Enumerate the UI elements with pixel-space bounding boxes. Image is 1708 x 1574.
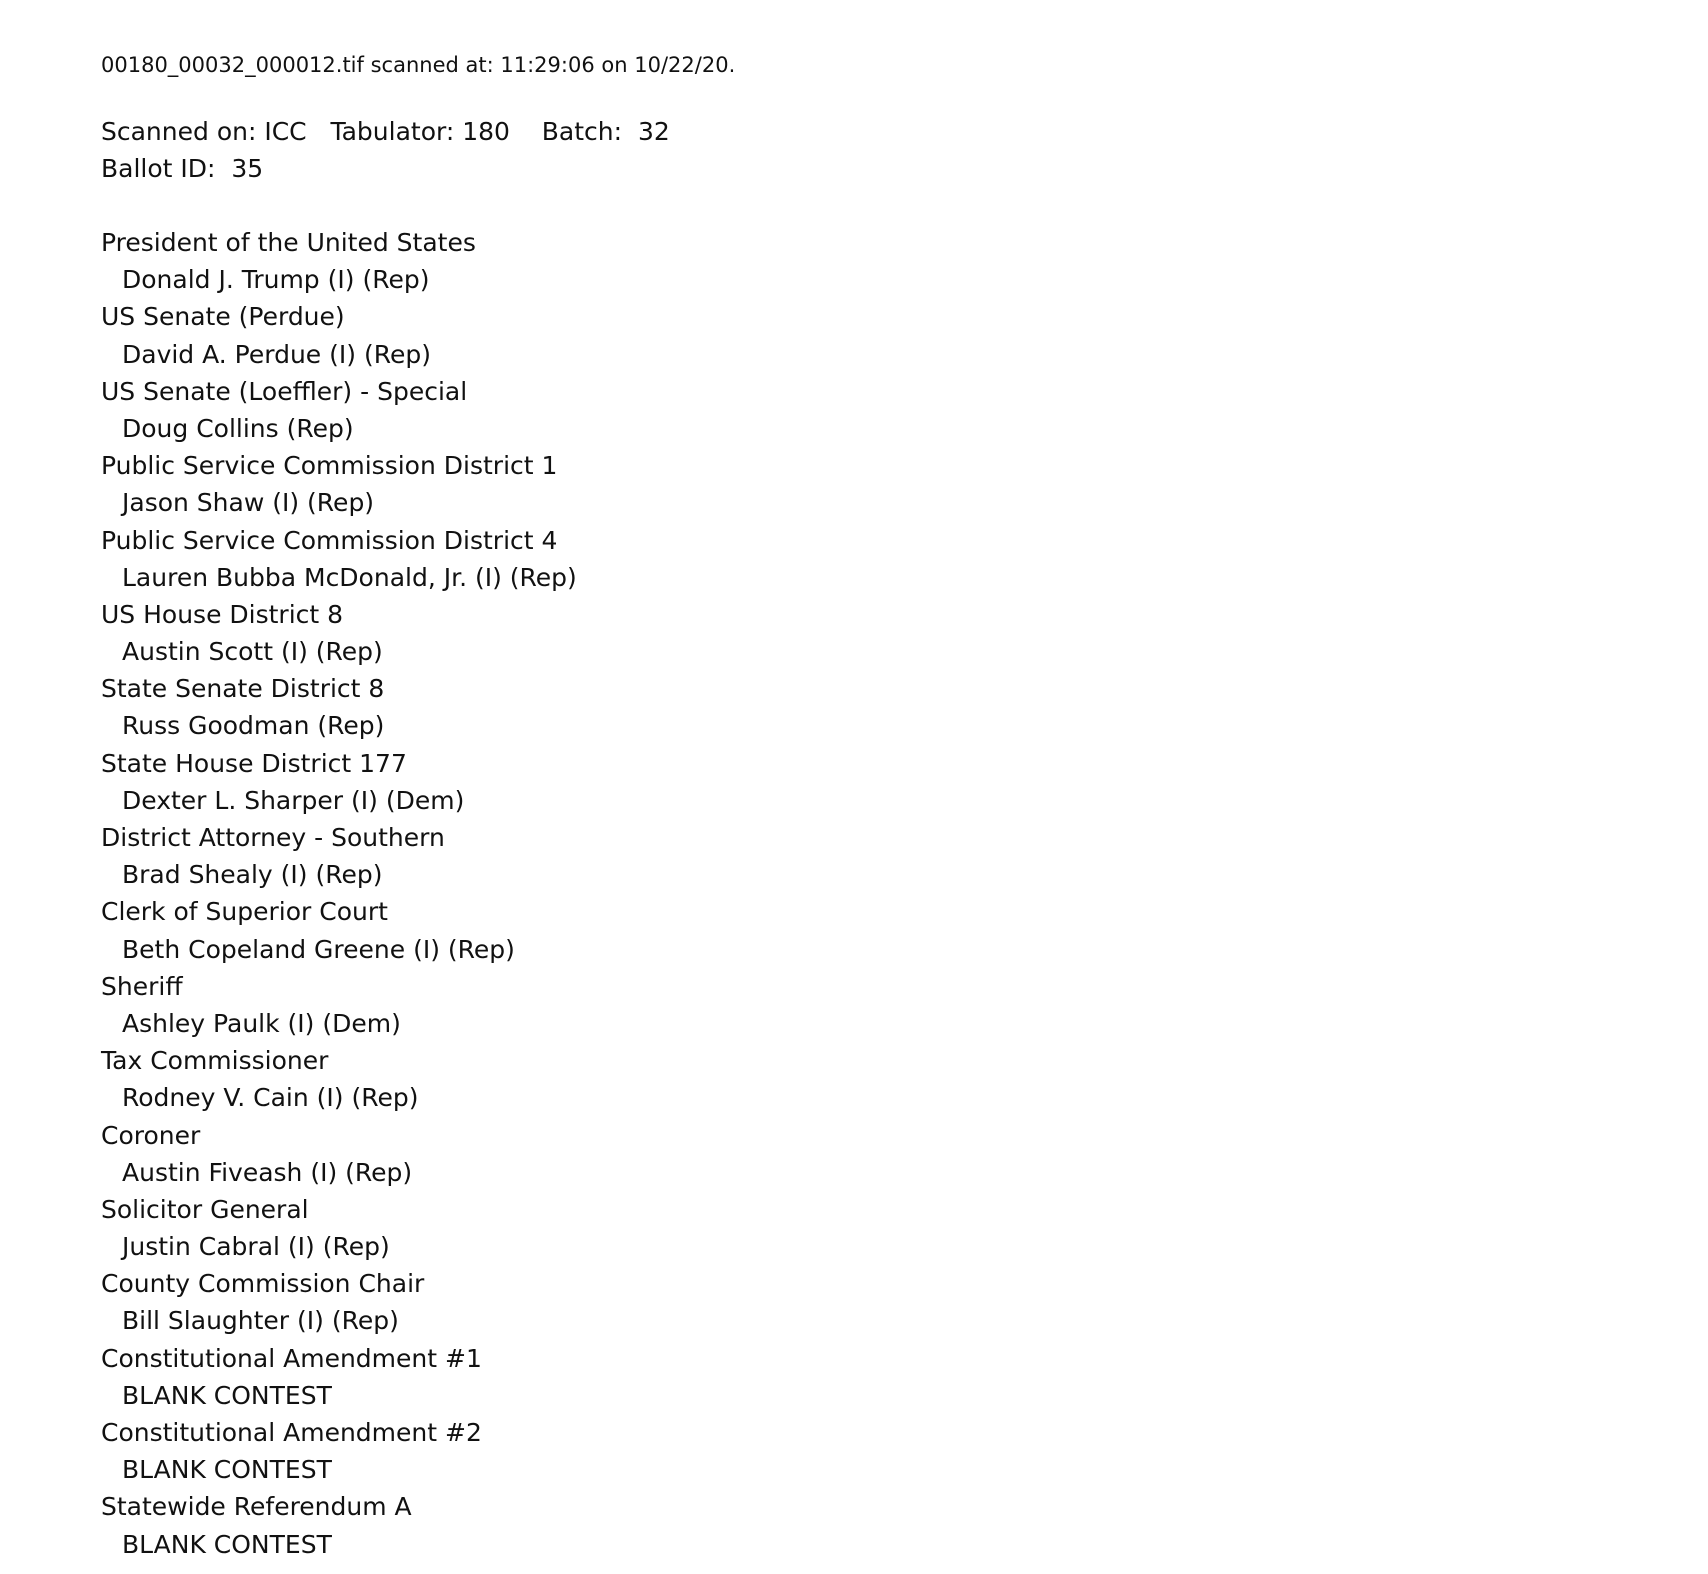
contest-title: Statewide Referendum A	[101, 1492, 412, 1522]
contest-title: County Commission Chair	[101, 1269, 425, 1299]
scan-on-label: on	[601, 53, 628, 77]
contest-choice: BLANK CONTEST	[122, 1529, 332, 1559]
contest-choice: BLANK CONTEST	[122, 1455, 332, 1485]
contest-item	[101, 968, 577, 1042]
contest-choice: Austin Scott (I) (Rep)	[122, 637, 383, 667]
contest-choice: Rodney V. Cain (I) (Rep)	[122, 1083, 419, 1113]
contest-choice: Lauren Bubba McDonald, Jr. (I) (Rep)	[122, 562, 577, 592]
ballot-id-label: Ballot ID:	[101, 154, 216, 183]
contest-choice: Doug Collins (Rep)	[122, 413, 354, 443]
contest-item	[101, 1488, 577, 1562]
contest-item	[101, 1414, 577, 1488]
contest-title: State House District 177	[101, 748, 407, 778]
scan-date: 10/22/20.	[634, 53, 736, 77]
scan-filename: 00180_00032_000012.tif	[101, 53, 364, 77]
contest-choice: Justin Cabral (I) (Rep)	[122, 1232, 390, 1262]
contest-choice: Ashley Paulk (I) (Dem)	[122, 1008, 401, 1038]
contest-choice: BLANK CONTEST	[122, 1380, 332, 1410]
tabulator-value: 180	[462, 117, 510, 146]
scanned-at-label: scanned at:	[370, 53, 494, 77]
scan-details-row	[101, 113, 670, 150]
contest-item	[101, 745, 577, 819]
contest-title: US Senate (Perdue)	[101, 302, 345, 332]
contest-item	[101, 1117, 577, 1191]
contest-choice: Jason Shaw (I) (Rep)	[122, 488, 375, 518]
contest-title: District Attorney - Southern	[101, 823, 445, 852]
contest-choice: David A. Perdue (I) (Rep)	[122, 339, 431, 369]
contest-choice: Bill Slaughter (I) (Rep)	[122, 1306, 399, 1336]
contest-title: US House District 8	[101, 599, 344, 629]
contest-item	[101, 893, 577, 967]
contest-item	[101, 1191, 577, 1265]
contest-item	[101, 373, 577, 447]
ballot-id-value: 35	[231, 154, 264, 183]
contest-title: State Senate District 8	[101, 674, 385, 704]
contest-title: Public Service Commission District 1	[101, 451, 558, 481]
contest-title: President of the United States	[101, 228, 476, 257]
ballot-metadata	[101, 113, 670, 187]
contest-item	[101, 447, 577, 521]
batch-value: 32	[637, 117, 670, 146]
contest-item	[101, 1340, 577, 1414]
contest-choice: Donald J. Trump (I) (Rep)	[122, 265, 430, 295]
contest-title: US Senate (Loeffler) - Special	[101, 376, 468, 406]
contest-item	[101, 819, 577, 893]
contest-title: Sheriff	[101, 971, 183, 1001]
contest-item	[101, 1042, 577, 1116]
contest-title: Constitutional Amendment #2	[101, 1418, 482, 1447]
batch-label: Batch:	[541, 117, 623, 146]
contest-choice: Russ Goodman (Rep)	[122, 711, 385, 741]
scan-time: 11:29:06	[500, 53, 595, 77]
contest-choice: Dexter L. Sharper (I) (Dem)	[122, 785, 465, 815]
contest-item	[101, 1265, 577, 1339]
ballot-id-row	[101, 150, 670, 187]
contest-choice: Brad Shealy (I) (Rep)	[122, 860, 383, 890]
contest-choice: Austin Fiveash (I) (Rep)	[122, 1157, 413, 1187]
contest-title: Public Service Commission District 4	[101, 525, 558, 555]
contest-item	[101, 596, 577, 670]
contest-title: Tax Commissioner	[101, 1046, 329, 1076]
scanned-on-label: Scanned on:	[101, 117, 257, 146]
contest-choice: Beth Copeland Greene (I) (Rep)	[122, 934, 515, 964]
tabulator-label: Tabulator:	[330, 117, 455, 146]
contest-title: Constitutional Amendment #1	[101, 1343, 482, 1373]
contest-item	[101, 298, 577, 372]
contest-title: Solicitor General	[101, 1194, 309, 1224]
contest-item	[101, 522, 577, 596]
contest-title: Coroner	[101, 1120, 201, 1150]
scan-info-line	[101, 50, 735, 80]
contest-item	[101, 670, 577, 744]
scanned-on-value: ICC	[264, 117, 307, 146]
contest-item	[101, 224, 577, 298]
contest-list	[101, 224, 577, 1563]
contest-title: Clerk of Superior Court	[101, 897, 388, 927]
